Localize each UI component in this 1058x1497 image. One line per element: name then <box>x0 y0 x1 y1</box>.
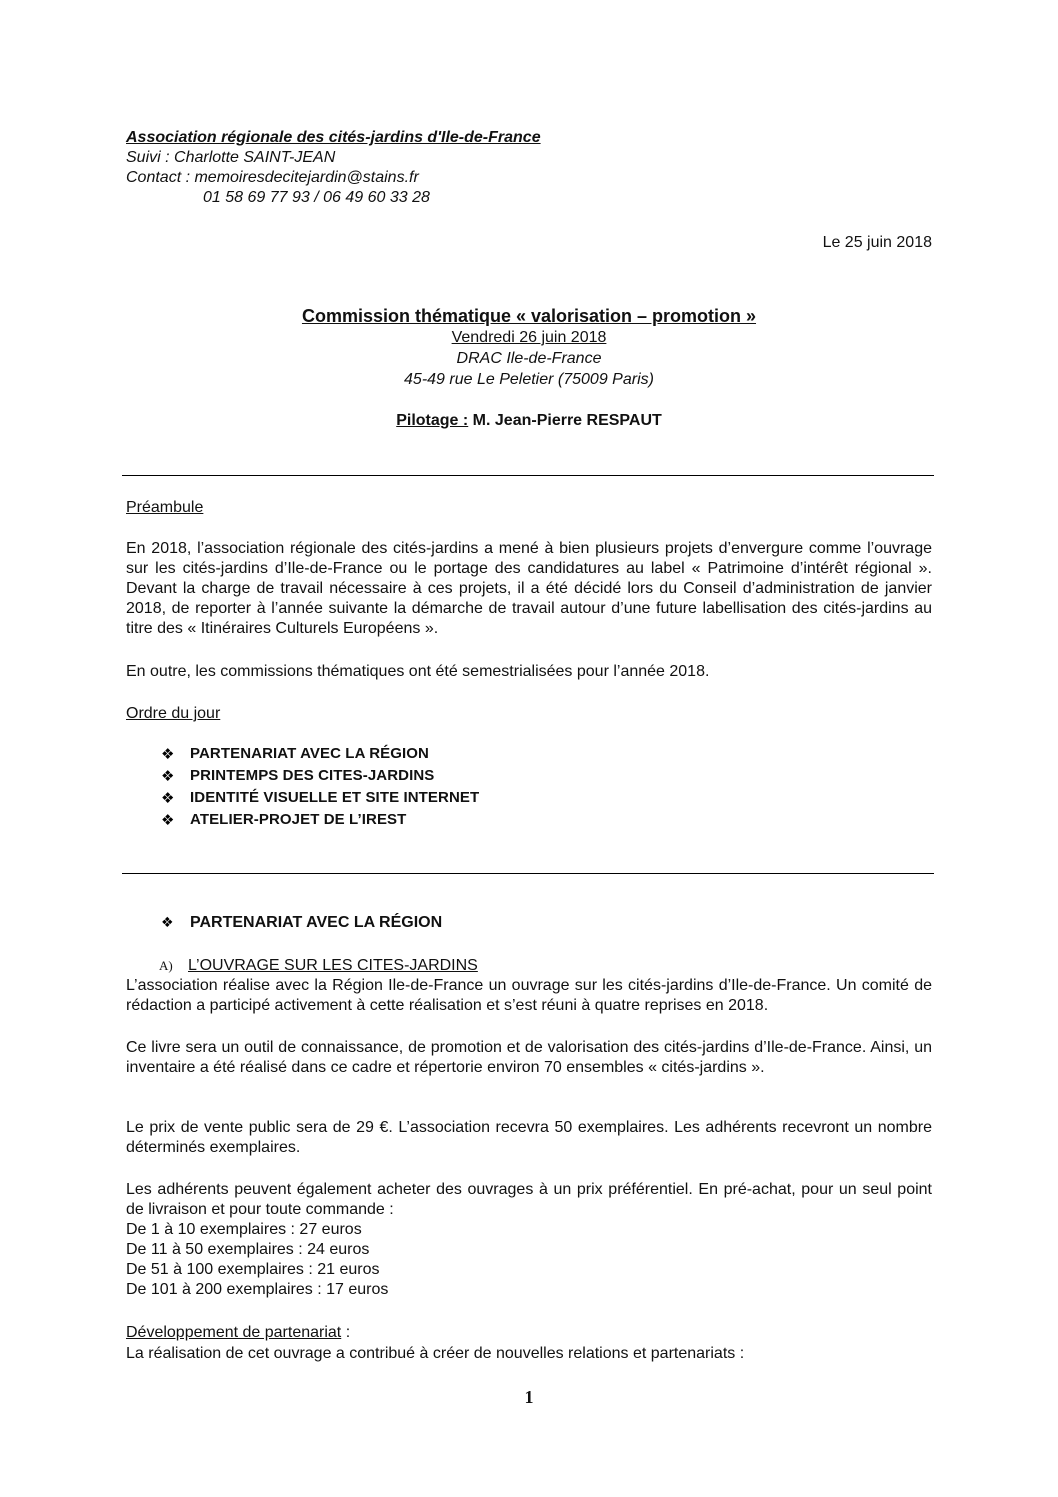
diamond-bullet-icon: ❖ <box>161 789 175 807</box>
partnership-heading-colon: : <box>341 1324 351 1341</box>
agenda-item-label: PARTENARIAT AVEC LA RÉGION <box>190 745 429 762</box>
page-number: 1 <box>524 1387 534 1407</box>
letter-date: Le 25 juin 2018 <box>822 234 932 251</box>
price-line: De 1 à 10 exemplaires : 27 euros <box>126 1221 362 1238</box>
org-name: Association régionale des cités-jardins d'Ile-de-France <box>126 129 541 146</box>
meeting-address: 45-49 rue Le Peletier (75009 Paris) <box>404 371 654 388</box>
agenda-item-label: IDENTITÉ VISUELLE ET SITE INTERNET <box>190 789 480 806</box>
meeting-place: DRAC Ile-de-France <box>456 350 602 367</box>
agenda-item <box>161 809 479 831</box>
suivi-line: Suivi : Charlotte SAINT-JEAN <box>126 149 336 166</box>
section-title: PARTENARIAT AVEC LA RÉGION <box>190 914 443 931</box>
agenda-heading: Ordre du jour <box>126 705 221 722</box>
section-paragraph: L’association réalise avec la Région Ile-de-France un ouvrage sur les cités-jardins d’Ile-de-France. Un comité de rédaction a participé activement à cette réalisation et s’est réuni à quatre reprises en 2018. <box>126 977 932 1014</box>
partnership-heading <box>126 1323 350 1343</box>
pilotage-label: Pilotage : <box>396 412 469 429</box>
price-line: De 11 à 50 exemplaires : 24 euros <box>126 1241 370 1258</box>
agenda-item <box>161 765 479 787</box>
subsection-heading <box>159 956 478 976</box>
separator-rule <box>122 475 934 476</box>
document-title: Commission thématique « valorisation – promotion » <box>301 306 757 326</box>
diamond-bullet-icon: ❖ <box>161 915 174 931</box>
agenda-item-label: ATELIER-PROJET DE L’IREST <box>190 811 407 828</box>
pilotage-line <box>126 411 932 431</box>
header-block <box>126 128 726 208</box>
agenda-list <box>161 743 479 831</box>
section-heading <box>161 913 442 933</box>
price-line: De 51 à 100 exemplaires : 21 euros <box>126 1261 380 1278</box>
agenda-item <box>161 787 479 809</box>
section-paragraph: Les adhérents peuvent également acheter des ouvrages à un prix préférentiel. En pré-achat, pour un seul point de livraison et pour toute commande : <box>126 1181 932 1218</box>
phone-line: 01 58 69 77 93 / 06 49 60 33 28 <box>203 189 430 206</box>
section-paragraph: Ce livre sera un outil de connaissance, de promotion et de valorisation des cités-jardins d’Ile-de-France. Ainsi, un inventaire a été réalisé dans ce cadre et répertorie environ 70 ensembles « cités-jardins ». <box>126 1039 932 1076</box>
agenda-item-label: PRINTEMPS DES CITES-JARDINS <box>190 767 435 784</box>
agenda-item <box>161 743 479 765</box>
price-list <box>126 1220 388 1300</box>
separator-rule <box>122 873 934 874</box>
contact-line: Contact : memoiresdecitejardin@stains.fr <box>126 169 419 186</box>
preambule-heading: Préambule <box>126 499 204 516</box>
preambule-paragraph-2: En outre, les commissions thématiques ont été semestrialisées pour l’année 2018. <box>126 663 710 680</box>
diamond-bullet-icon: ❖ <box>161 767 175 785</box>
section-paragraph: Le prix de vente public sera de 29 €. L’association recevra 50 exemplaires. Les adhérents recevront un nombre déterminés exemplaires. <box>126 1119 932 1156</box>
partnership-text: La réalisation de cet ouvrage a contribué à créer de nouvelles relations et partenariats : <box>126 1345 745 1362</box>
diamond-bullet-icon: ❖ <box>161 811 175 829</box>
meeting-day: Vendredi 26 juin 2018 <box>451 329 607 346</box>
diamond-bullet-icon: ❖ <box>161 745 175 763</box>
pilotage-name: M. Jean-Pierre RESPAUT <box>468 412 662 429</box>
subsection-title: L’OUVRAGE SUR LES CITES-JARDINS <box>188 957 478 974</box>
partnership-heading-label: Développement de partenariat <box>126 1324 342 1341</box>
preambule-paragraph-1: En 2018, l’association régionale des cités-jardins a mené à bien plusieurs projets d’envergure comme l’ouvrage sur les cités-jardins d’Ile-de-France ou le portage des candidatures au label « Patrimoine d’intérêt régional ». Devant la charge de travail nécessaire à ces projets, il a été décidé lors du Conseil d’administration de janvier 2018, de reporter à l’année suivante la démarche de travail autour d’une future labellisation des cités-jardins au titre des « Itinéraires Culturels Européens ». <box>126 540 932 637</box>
subsection-marker: A) <box>159 958 173 973</box>
price-line: De 101 à 200 exemplaires : 17 euros <box>126 1281 389 1298</box>
